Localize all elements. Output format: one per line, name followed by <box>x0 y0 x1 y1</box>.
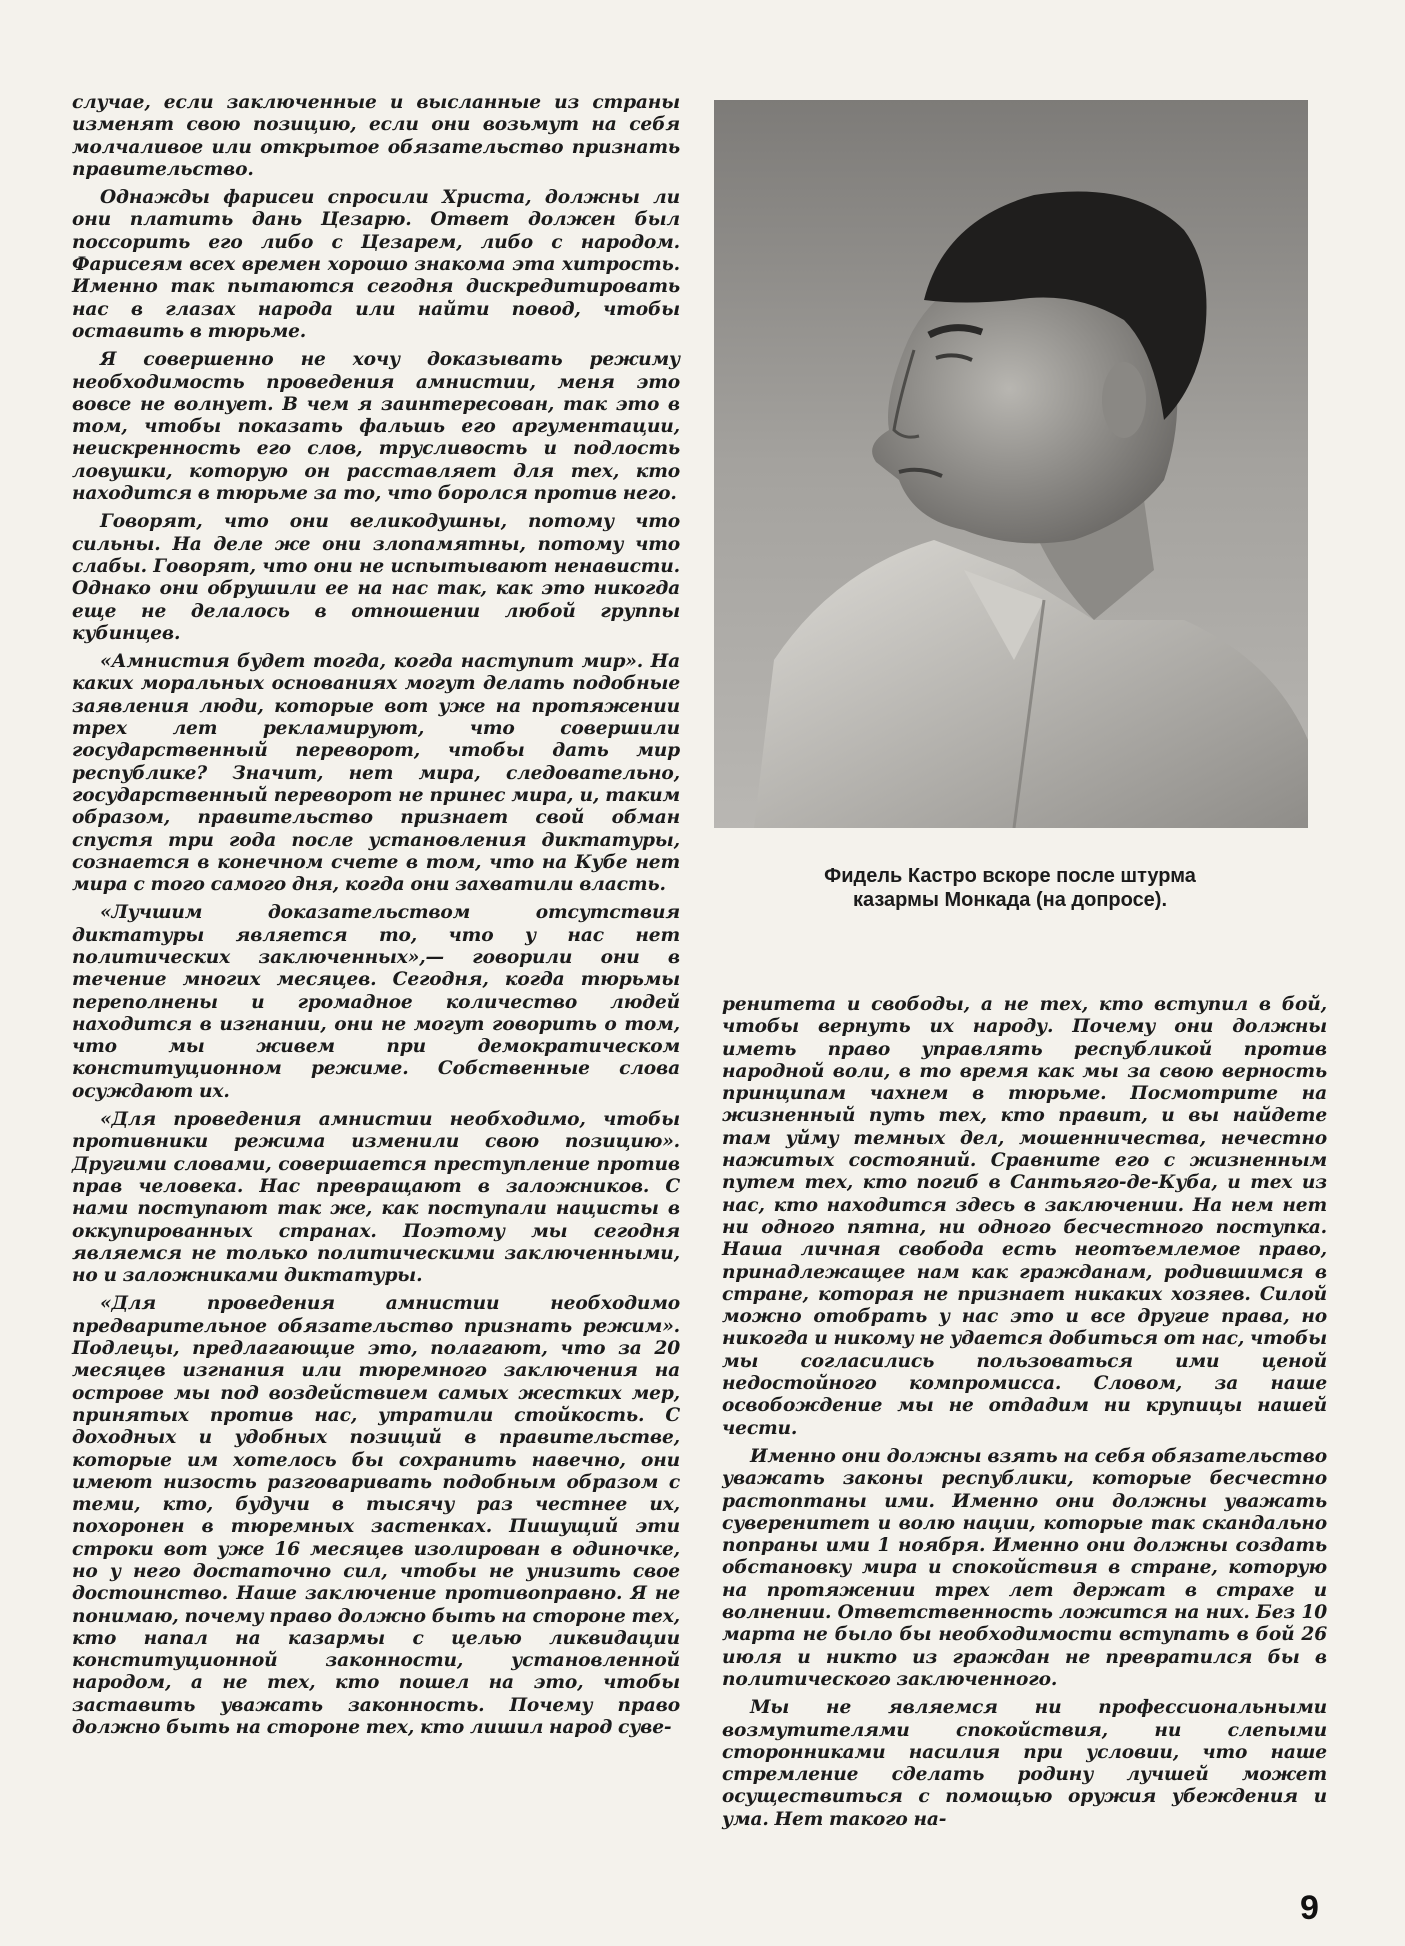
right-text-column <box>722 994 1327 1837</box>
page-number: 9 <box>1300 1889 1319 1927</box>
paragraph: «Для проведения амнистии необходимо предварительное обязательство признать режим». Подлецы, предлагающие это, полагают, что за 20 месяцев изгнания или тюремного заключения на острове мы под воздействием самых жестких мер, принятых против нас, утратили стойкость. С доходных и удобных позиций в правительстве, которые им хотелось бы сохранить навечно, они имеют низость разговаривать подобным образом с теми, кто, будучи в тысячу раз честнее их, похоронен в тюремных застенках. Пишущий эти строки вот уже 16 месяцев изолирован в одиночке, но у него достаточно сил, чтобы не унизить свое достоинство. Наше заключение противоправно. Я не понимаю, почему право должно быть на стороне тех, кто напал на казармы с целью ликвидации конституционной законности, установленной народом, а не тех, кто пошел на это, чтобы заставить уважать законность. Почему право должно быть на стороне тех, кто лишил народ суве- <box>72 1293 680 1739</box>
caption-line: казармы Монкада (на допросе). <box>852 889 1168 911</box>
paragraph: Именно они должны взять на себя обязательство уважать законы республики, которые бесчестно растоптаны ими. Именно они должны уважать суверенитет и волю нации, которые так скандально попраны ими 1 ноября. Именно они должны создать обстановку мира и спокойствия в стране, которую на протяжении трех лет держат в страхе и волнении. Ответственность ложится на них. Без 10 марта не было бы необходимости вступать в бой 26 июля и никто из граждан не превратился бы в политического заключенного. <box>722 1445 1327 1690</box>
paragraph: «Лучшим доказательством отсутствия диктатуры является то, что у нас нет политических заключенных»,— говорили они в течение многих месяцев. Сегодня, когда тюрьмы переполнены и громадное количество людей находится в изгнании, они не могут говорить о том, что мы живем при демократическом конституционном режиме. Собственные слова осуждают их. <box>72 902 680 1102</box>
paragraph: Говорят, что они великодушны, потому что сильны. На деле же они злопамятны, потому что слабы. Говорят, что они не испытывают ненависти. Однако они обрушили ее на нас так, как это никогда еще не делалось в отношении любой группы кубинцев. <box>72 511 680 644</box>
paragraph: ренитета и свободы, а не тех, кто вступил в бой, чтобы вернуть их народу. Почему они должны иметь право управлять республикой против народной воли, в то время как мы за свою верность принципам чахнем в тюрьме. Посмотрите на жизненный путь тех, кто правит, и вы найдете там уйму темных дел, мошенничества, нечестно нажитых состояний. Сравните его с жизненным путем тех, кто погиб в Сантьяго-де-Куба, и тех из нас, кто находится здесь в заключении. На нем нет ни одного пятна, ни одного бесчестного поступка. Наша личная свобода есть неотъемлемое право, принадлежащее нам как гражданам, родившимся в стране, которая не признает никаких хозяев. Силой можно отобрать у нас это и все другие права, но никогда и никому не удается добиться от нас, чтобы мы согласились пользоваться ими ценой недостойного компромисса. Словом, за наше освобождение мы не отдадим ни крупицы нашей чести. <box>722 994 1327 1439</box>
left-text-column <box>72 92 680 1745</box>
paragraph: «Для проведения амнистии необходимо, чтобы противники режима изменили свою позицию». Другими словами, совершается преступление против прав человека. Нас превращают в заложников. С нами поступают так же, как поступали нацисты в оккупированных странах. Поэтому мы сегодня являемся не только политическими заключенными, но и заложниками диктатуры. <box>72 1109 680 1287</box>
paragraph: случае, если заключенные и высланные из страны изменят свою позицию, если они возьмут на себя молчаливое или открытое обязательство признать правительство. <box>72 92 680 180</box>
paragraph: Я совершенно не хочу доказывать режиму необходимость проведения амнистии, меня это вовсе не волнует. В чем я заинтересован, так это в том, чтобы показать фальшь его аргументации, неискренность его слов, трусливость и подлость ловушки, которую он расставляет для тех, кто находится в тюрьме за то, что боролся против него. <box>72 349 680 505</box>
paragraph: Мы не являемся ни профессиональными возмутителями спокойствия, ни слепыми сторонниками насилия при условии, что наше стремление сделать родину лучшей может осуществиться с помощью оружия убеждения и ума. Нет такого на- <box>722 1697 1327 1830</box>
caption-line: Фидель Кастро вскоре после штурма <box>824 865 1196 887</box>
paragraph: «Амнистия будет тогда, когда наступит мир». На каких моральных основаниях могут делать подобные заявления люди, которые вот уже на протяжении трех лет рекламируют, что совершили государственный переворот, чтобы дать мир республике? Значит, нет мира, следовательно, государственный переворот не принес мира, и, таким образом, правительство признает свой обман спустя три года после установления диктатуры, сознается в конечном счете в том, что на Кубе нет мира с того самого дня, когда они захватили власть. <box>72 651 680 896</box>
photo-caption <box>700 864 1320 912</box>
portrait-illustration <box>714 100 1308 828</box>
portrait-photo <box>714 100 1308 828</box>
paragraph: Однажды фарисеи спросили Христа, должны ли они платить дань Цезарю. Ответ должен был поссорить его либо с Цезарем, либо с народом. Фарисеям всех времен хорошо знакома эта хитрость. Именно так пытаются сегодня дискредитировать нас в глазах народа или найти повод, чтобы оставить в тюрьме. <box>72 187 680 342</box>
